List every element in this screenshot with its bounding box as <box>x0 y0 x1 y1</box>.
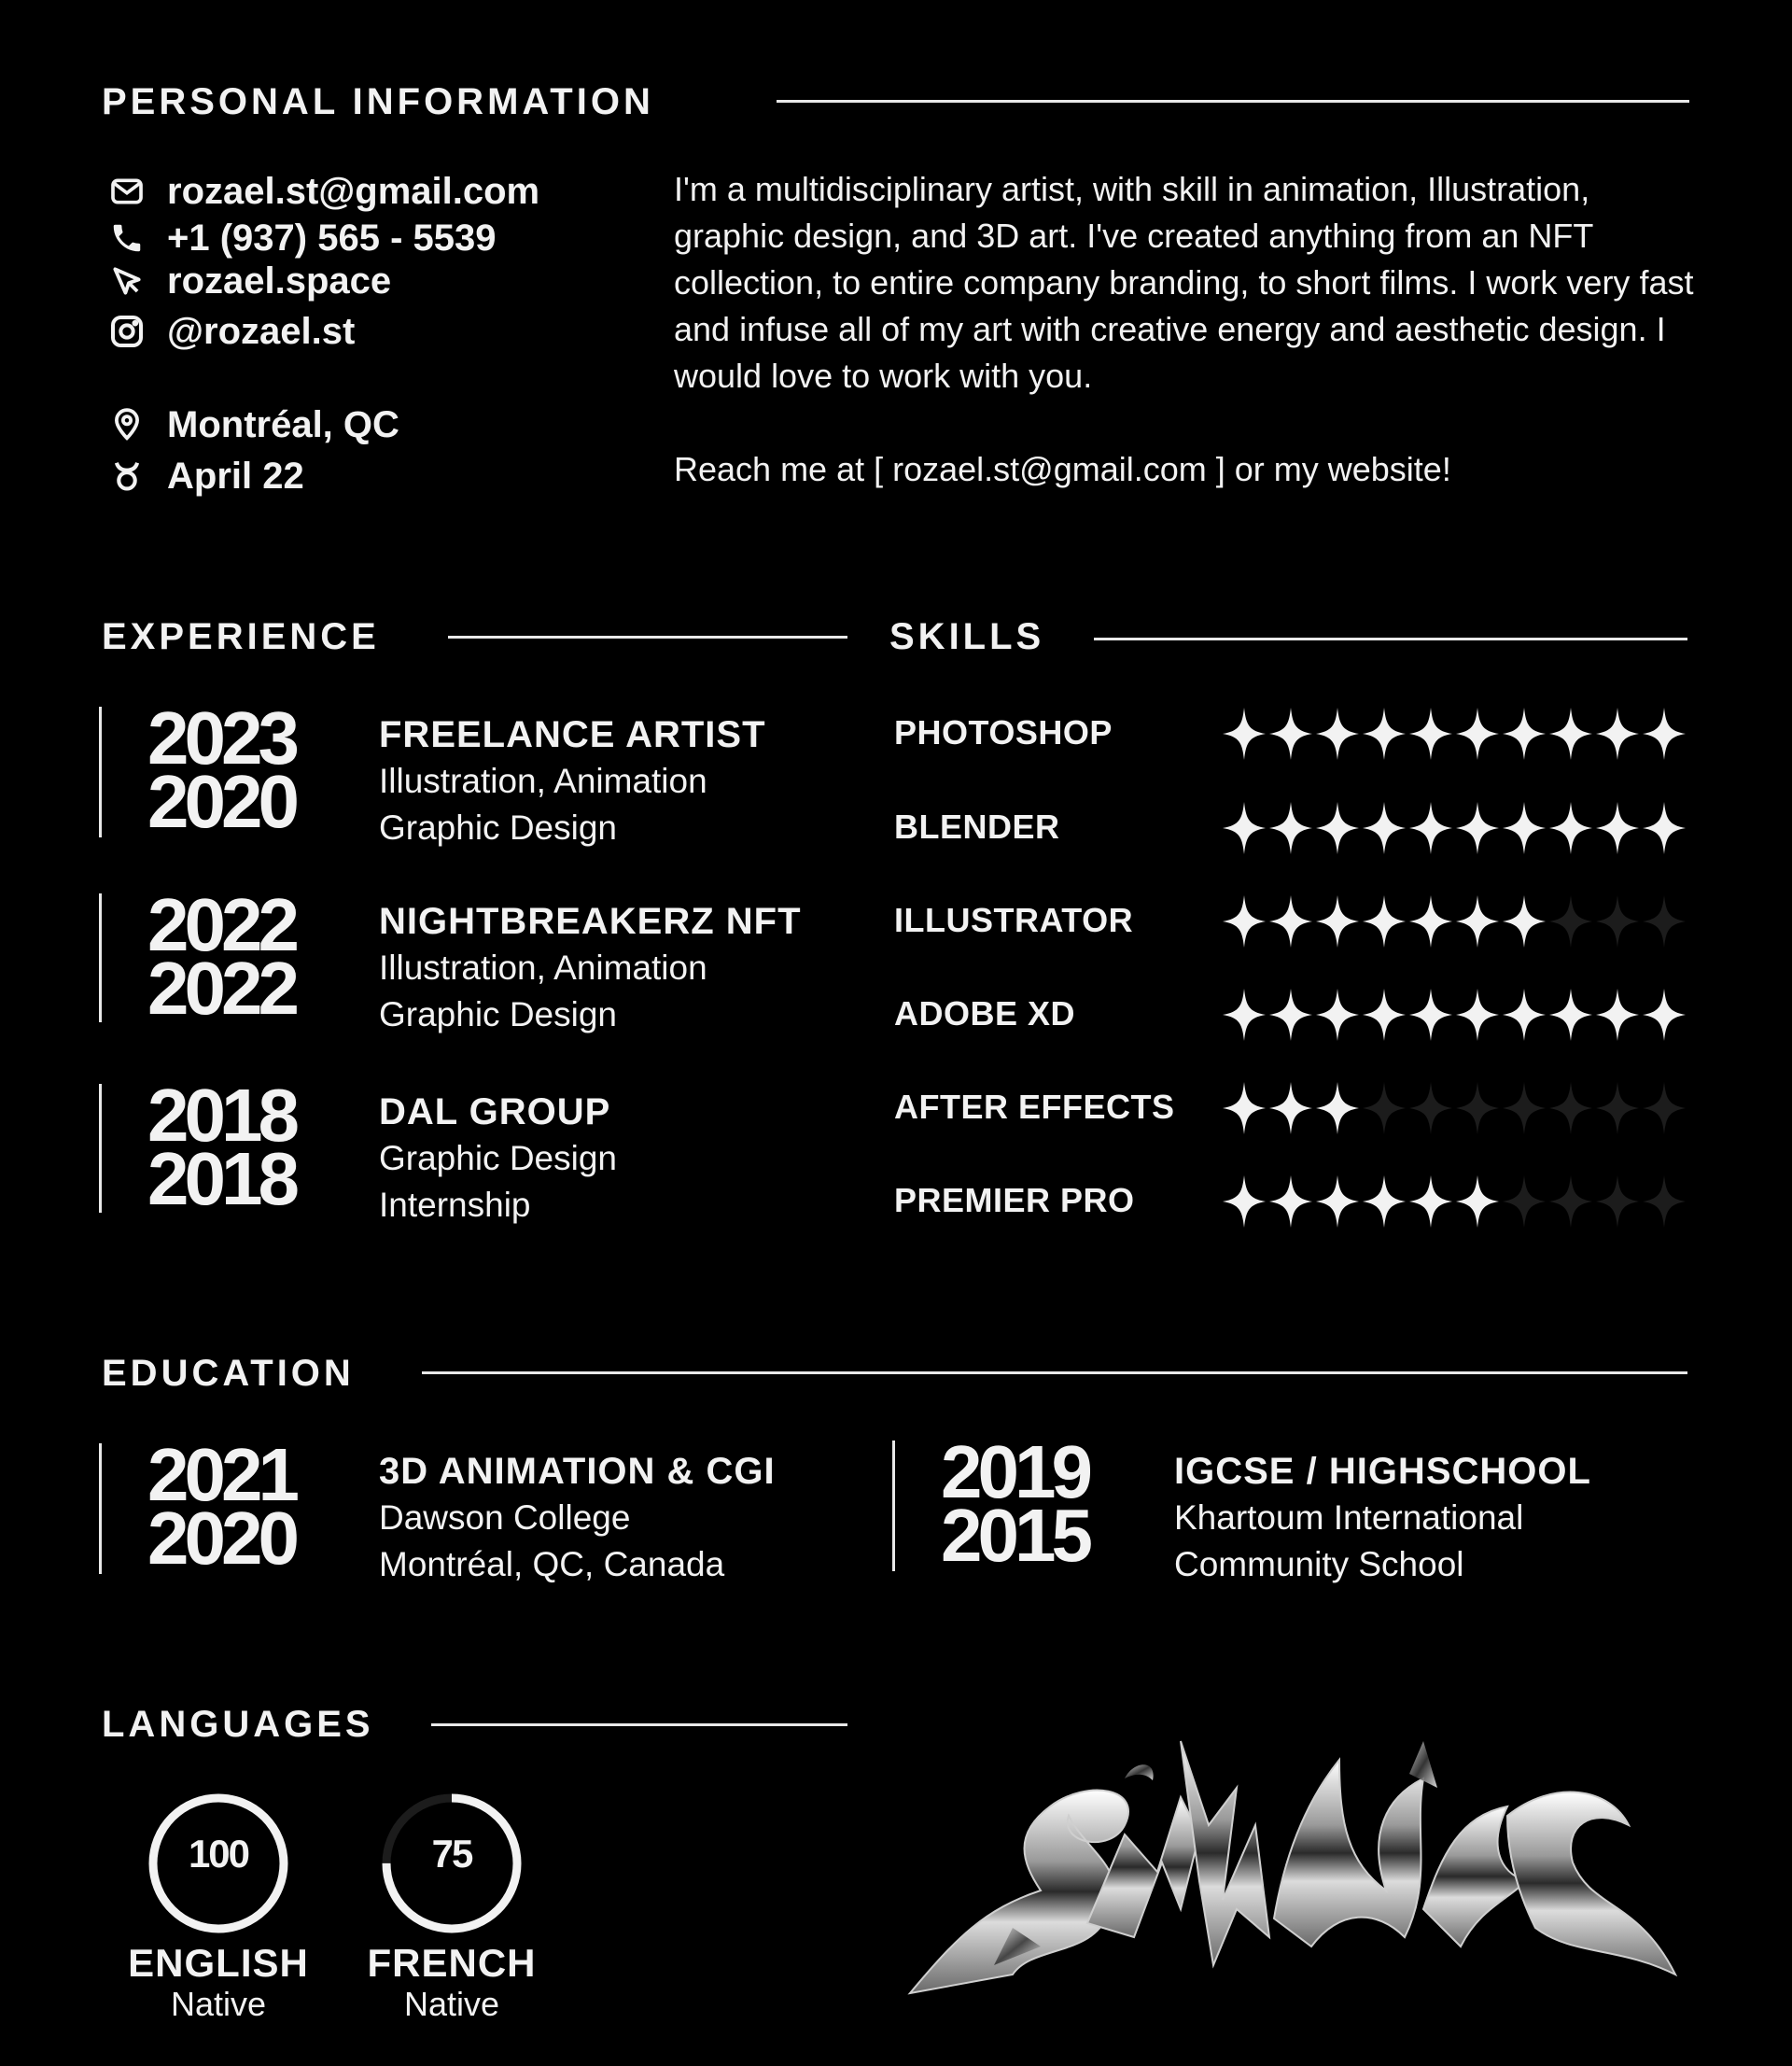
star-filled-icon <box>1221 893 1267 949</box>
contact-text: Montréal, QC <box>167 403 399 445</box>
star-empty-icon <box>1594 1080 1641 1136</box>
star-filled-icon <box>1267 706 1314 762</box>
star-empty-icon <box>1641 893 1687 949</box>
star-filled-icon <box>1594 706 1641 762</box>
vertical-divider <box>99 707 102 837</box>
degree-title: IGCSE / HIGHSCHOOL <box>1174 1451 1591 1492</box>
star-filled-icon <box>1267 987 1314 1043</box>
star-filled-icon <box>1221 1174 1267 1230</box>
star-filled-icon <box>1594 800 1641 856</box>
year-range <box>147 1433 295 1580</box>
star-filled-icon <box>1501 800 1547 856</box>
skill-row <box>894 893 1687 949</box>
star-filled-icon <box>1407 1174 1454 1230</box>
star-filled-icon <box>1547 706 1594 762</box>
year-start: 2022 <box>147 947 295 1030</box>
star-filled-icon <box>1594 987 1641 1043</box>
contact-email[interactable] <box>105 170 539 213</box>
year-range <box>147 696 295 843</box>
skill-rating <box>1221 893 1687 949</box>
star-filled-icon <box>1314 1080 1361 1136</box>
language-name: ENGLISH <box>128 1941 309 1985</box>
role-title: NIGHTBREAKERZ NFT <box>379 901 802 942</box>
star-filled-icon <box>1454 706 1501 762</box>
instagram-icon <box>105 310 148 353</box>
skill-rating <box>1221 800 1687 856</box>
section-divider <box>431 1723 847 1726</box>
star-filled-icon <box>1407 706 1454 762</box>
role-detail: Graphic Design <box>379 808 618 847</box>
star-filled-icon <box>1361 800 1407 856</box>
star-filled-icon <box>1361 1174 1407 1230</box>
bio <box>674 166 1701 493</box>
chrome-signature-logo <box>901 1722 1694 2017</box>
star-filled-icon <box>1314 987 1361 1043</box>
role-detail: Internship <box>379 1186 531 1224</box>
skill-rating <box>1221 987 1687 1043</box>
bio-text: I'm a multidisciplinary artist, with skill in animation, Illustration, graphic design, and 3D art. I've created anything from an NFT collection, to entire company branding, to short films. I work very fast and infuse all of my art with creative energy and aesthetic design. I would love to work with you. <box>674 170 1694 395</box>
contact-text: +1 (937) 565 - 5539 <box>167 217 497 259</box>
year-end: 2021 <box>147 1433 295 1516</box>
star-filled-icon <box>1547 987 1594 1043</box>
section-divider <box>422 1371 1687 1374</box>
vertical-divider <box>99 1084 102 1213</box>
star-empty-icon <box>1547 1080 1594 1136</box>
skill-row <box>894 706 1687 762</box>
star-filled-icon <box>1221 800 1267 856</box>
year-start: 2020 <box>147 1497 295 1580</box>
role-detail: Graphic Design <box>379 1139 618 1177</box>
star-filled-icon <box>1407 800 1454 856</box>
role-title: FREELANCE ARTIST <box>379 714 766 755</box>
star-empty-icon <box>1547 893 1594 949</box>
experience-heading: EXPERIENCE <box>102 616 380 657</box>
star-empty-icon <box>1454 1080 1501 1136</box>
star-empty-icon <box>1407 1080 1454 1136</box>
section-divider <box>777 100 1689 103</box>
star-filled-icon <box>1267 893 1314 949</box>
section-divider <box>448 636 847 639</box>
year-range <box>941 1430 1088 1577</box>
skill-rating <box>1221 1174 1687 1230</box>
language-english <box>106 1789 330 2024</box>
star-filled-icon <box>1641 800 1687 856</box>
star-filled-icon <box>1407 987 1454 1043</box>
year-end: 2019 <box>941 1430 1088 1513</box>
contact-phone[interactable] <box>105 217 496 260</box>
star-empty-icon <box>1501 1174 1547 1230</box>
personal-information-heading: PERSONAL INFORMATION <box>102 81 654 122</box>
star-filled-icon <box>1454 1174 1501 1230</box>
star-empty-icon <box>1501 1080 1547 1136</box>
star-filled-icon <box>1547 800 1594 856</box>
skill-name: ILLUSTRATOR <box>894 901 1134 939</box>
skill-rating <box>1221 706 1687 762</box>
skill-row <box>894 1080 1687 1136</box>
star-filled-icon <box>1314 800 1361 856</box>
star-empty-icon <box>1547 1174 1594 1230</box>
star-filled-icon <box>1501 893 1547 949</box>
star-empty-icon <box>1641 1080 1687 1136</box>
mail-icon <box>105 170 148 213</box>
contact-text: @rozael.st <box>167 310 356 352</box>
star-filled-icon <box>1641 706 1687 762</box>
language-level: Native <box>170 1985 267 2023</box>
contact-location <box>105 403 399 446</box>
star-filled-icon <box>1221 987 1267 1043</box>
year-end: 2022 <box>147 883 295 966</box>
contact-text: rozael.space <box>167 260 392 302</box>
role-detail: Graphic Design <box>379 995 618 1033</box>
star-filled-icon <box>1314 1174 1361 1230</box>
skill-row <box>894 1174 1687 1230</box>
skill-name: BLENDER <box>894 808 1060 846</box>
contact-birthday <box>105 455 304 498</box>
star-filled-icon <box>1221 1080 1267 1136</box>
taurus-icon <box>105 455 148 498</box>
bio-reach: Reach me at [ rozael.st@gmail.com ] or my website! <box>674 450 1451 488</box>
year-end: 2018 <box>147 1074 295 1157</box>
skill-row <box>894 800 1687 856</box>
contact-text: rozael.st@gmail.com <box>167 170 540 212</box>
role-detail: Illustration, Animation <box>379 762 707 800</box>
skill-name: PREMIER PRO <box>894 1181 1135 1219</box>
contact-text: April 22 <box>167 455 304 497</box>
phone-icon <box>105 217 148 260</box>
location-pin-icon <box>105 403 148 446</box>
vertical-divider <box>99 893 102 1022</box>
skill-name: PHOTOSHOP <box>894 713 1113 752</box>
language-percent: 75 <box>431 1832 472 1876</box>
section-divider <box>1094 638 1687 640</box>
degree-title: 3D ANIMATION & CGI <box>379 1451 776 1492</box>
school-detail: Dawson College <box>379 1498 631 1537</box>
language-french <box>340 1789 564 2024</box>
star-filled-icon <box>1221 706 1267 762</box>
star-filled-icon <box>1407 893 1454 949</box>
star-filled-icon <box>1454 987 1501 1043</box>
vertical-divider <box>892 1441 895 1571</box>
year-start: 2018 <box>147 1137 295 1220</box>
education-heading: EDUCATION <box>102 1353 355 1394</box>
language-level: Native <box>403 1985 500 2023</box>
role-title: DAL GROUP <box>379 1091 611 1132</box>
star-filled-icon <box>1314 706 1361 762</box>
languages-heading: LANGUAGES <box>102 1704 374 1745</box>
year-start: 2020 <box>147 760 295 843</box>
year-start: 2015 <box>941 1494 1088 1577</box>
star-empty-icon <box>1594 1174 1641 1230</box>
star-filled-icon <box>1361 706 1407 762</box>
star-filled-icon <box>1641 987 1687 1043</box>
star-filled-icon <box>1361 987 1407 1043</box>
language-name: FRENCH <box>367 1941 537 1985</box>
skill-rating <box>1221 1080 1687 1136</box>
star-filled-icon <box>1454 800 1501 856</box>
language-percent: 100 <box>188 1832 249 1876</box>
star-filled-icon <box>1314 893 1361 949</box>
star-filled-icon <box>1501 706 1547 762</box>
school-detail: Montréal, QC, Canada <box>379 1545 725 1583</box>
star-empty-icon <box>1594 893 1641 949</box>
cursor-icon <box>105 260 148 302</box>
skill-name: AFTER EFFECTS <box>894 1088 1175 1126</box>
skills-heading: SKILLS <box>889 616 1045 657</box>
contact-instagram[interactable] <box>105 310 355 353</box>
star-filled-icon <box>1361 893 1407 949</box>
star-filled-icon <box>1454 893 1501 949</box>
star-filled-icon <box>1267 1174 1314 1230</box>
year-end: 2023 <box>147 696 295 780</box>
star-empty-icon <box>1361 1080 1407 1136</box>
year-range <box>147 1074 295 1220</box>
star-filled-icon <box>1501 987 1547 1043</box>
star-empty-icon <box>1641 1174 1687 1230</box>
school-detail: Community School <box>1174 1545 1464 1583</box>
year-range <box>147 883 295 1030</box>
star-filled-icon <box>1267 800 1314 856</box>
contact-website[interactable] <box>105 260 391 302</box>
role-detail: Illustration, Animation <box>379 949 707 987</box>
skill-row <box>894 987 1687 1043</box>
school-detail: Khartoum International <box>1174 1498 1524 1537</box>
star-filled-icon <box>1267 1080 1314 1136</box>
vertical-divider <box>99 1443 102 1574</box>
skill-name: ADOBE XD <box>894 994 1076 1033</box>
